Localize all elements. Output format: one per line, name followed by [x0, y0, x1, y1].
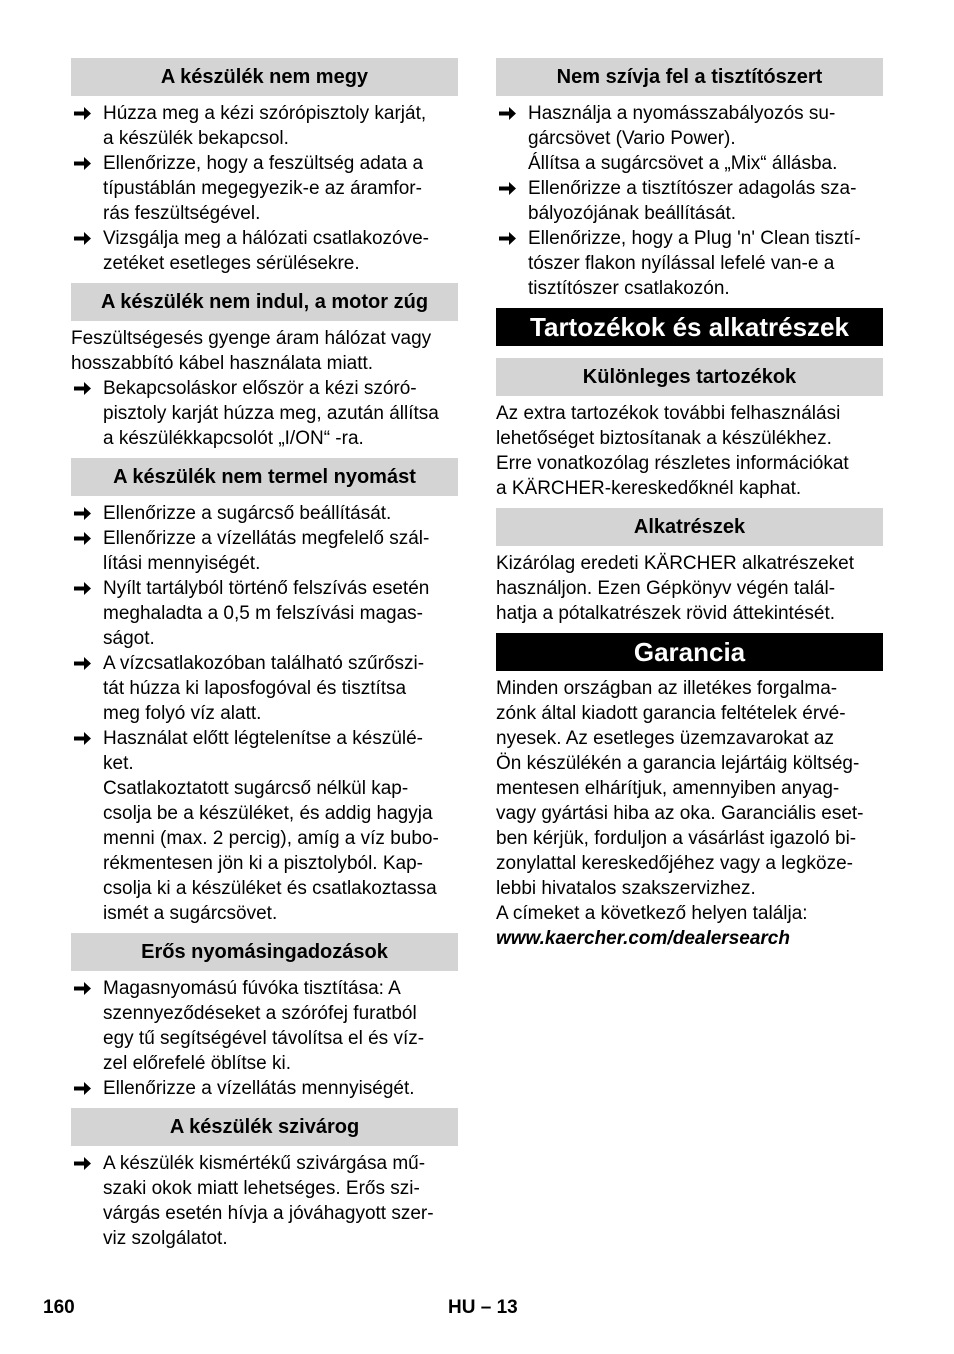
right-arrow-icon: [498, 176, 518, 201]
left-column: [71, 58, 458, 1251]
right-arrow-icon: [73, 226, 93, 251]
list-item-text: Vizsgálja meg a hálózati csatlakozóve- zetéket esetleges sérülésekre.: [103, 228, 429, 274]
right-arrow-icon: [73, 976, 93, 1001]
list-item-text: A vízcsatlakozóban található szűrőszi- tát húzza ki laposfogóval és tisztítsa meg folyó víz alatt.: [103, 653, 425, 724]
list-item: [71, 576, 458, 651]
list-item-text: Nyílt tartályból történő felszívás esetén meghaladta a 0,5 m felszívási magas- ságot.: [103, 578, 430, 649]
right-arrow-icon: [73, 526, 93, 551]
list-item-text: Ellenőrizze a vízellátás megfelelő szál- lítási mennyiségét.: [103, 528, 430, 574]
section-heading: Erős nyomásingadozások: [71, 933, 458, 971]
list-item: [496, 101, 883, 176]
right-arrow-icon: [498, 226, 518, 251]
right-column: [496, 58, 883, 951]
bullet-list: [71, 976, 458, 1101]
right-arrow-icon: [73, 501, 93, 526]
section-heading: Nem szívja fel a tisztítószert: [496, 58, 883, 96]
right-arrow-icon: [73, 101, 93, 126]
page-number: 160: [43, 1297, 75, 1318]
bullet-list: [71, 101, 458, 276]
section-heading: Különleges tartozékok: [496, 358, 883, 396]
list-item: [71, 526, 458, 576]
list-item-text: Húzza meg a kézi szórópisztoly karját, a készülék bekapcsol.: [103, 103, 427, 149]
section-heading: A készülék nem termel nyomást: [71, 458, 458, 496]
list-item-text: Magasnyomású fúvóka tisztítása: A szennyeződéseket a szórófej furatból egy tű segítségével távolítsa el és víz- zel előrefelé öblítse ki.: [103, 978, 425, 1074]
list-item-text: Ellenőrizze a tisztítószer adagolás sza- bályozójának beállítását.: [528, 178, 857, 224]
list-item-text: Használat előtt légtelenítse a készülé- ket. Csatlakoztatott sugárcső nélkül kap- csolja be a készüléket, és addig hagyja menni (max. 2 percig), amíg a víz bubo- rékmentesen jön ki a pisztolyból. Kap- csolja ki a készüléket és csatlakoztassa ismét a sugárcsövet.: [103, 728, 439, 924]
list-item: [496, 176, 883, 226]
right-arrow-icon: [73, 726, 93, 751]
list-item: [71, 1076, 458, 1101]
list-item: [496, 226, 883, 301]
chapter-title: Garancia: [496, 633, 883, 671]
section-heading: A készülék nem megy: [71, 58, 458, 96]
list-item: [71, 726, 458, 926]
paragraph: Minden országban az illetékes forgalma- zónk által kiadott garancia feltételek érvé- nyesek. Az esetleges üzemzavarokat az Ön készülékén a garancia lejártáig költség- mentesen elhárítjuk, amennyiben anyag- vagy gyártási hiba az oka. Garanciális eset- ben kérjük, forduljon a vásárlást igazoló bi- zonylattal kereskedőjéhez vagy a legköze- lebbi hivatalos szakszervizhez. A címeket a következő helyen találja:: [496, 678, 864, 924]
list-item: [71, 501, 458, 526]
list-item: [71, 151, 458, 226]
list-item-text: Ellenőrizze, hogy a Plug 'n' Clean tisztí- tószer flakon nyílással lefelé van-e a tisztítószer csatlakozón.: [528, 228, 861, 299]
dealer-link[interactable]: www.kaercher.com/dealersearch: [496, 928, 790, 949]
right-arrow-icon: [73, 376, 93, 401]
section-heading: A készülék nem indul, a motor zúg: [71, 283, 458, 321]
right-arrow-icon: [73, 1151, 93, 1176]
section-heading: A készülék szivárog: [71, 1108, 458, 1146]
right-arrow-icon: [73, 651, 93, 676]
list-item: [71, 376, 458, 451]
list-item-text: Bekapcsoláskor először a kézi szóró- pisztoly karját húzza meg, azután állítsa a készülékkapcsolót „I/ON“ -ra.: [103, 378, 439, 449]
right-arrow-icon: [498, 101, 518, 126]
bullet-list: [496, 101, 883, 301]
list-item-text: Használja a nyomásszabályozós su- gárcsövet (Vario Power). Állítsa a sugárcsövet a „Mix“ állásba.: [528, 103, 838, 174]
bullet-list: [71, 1151, 458, 1251]
list-item: [71, 226, 458, 276]
list-item-text: Ellenőrizze, hogy a feszültség adata a típustáblán megegyezik-e az áramfor- rás feszültségével.: [103, 153, 424, 224]
right-arrow-icon: [73, 151, 93, 176]
list-item: [71, 976, 458, 1076]
list-item: [71, 1151, 458, 1251]
list-item-text: A készülék kismértékű szivárgása mű- szaki okok miatt lehetséges. Erős szi- várgás esetén hívja a jóváhagyott szer- viz szolgálatot.: [103, 1153, 434, 1249]
chapter-title: Tartozékok és alkatrészek: [496, 308, 883, 346]
list-item: [71, 651, 458, 726]
section-heading: Alkatrészek: [496, 508, 883, 546]
list-item-text: Ellenőrizze a vízellátás mennyiségét.: [103, 1078, 415, 1099]
paragraph: Feszültségesés gyenge áram hálózat vagy hosszabbító kábel használata miatt.: [71, 328, 432, 374]
bullet-list: [71, 501, 458, 926]
bullet-list: [71, 376, 458, 451]
paragraph: Kizárólag eredeti KÄRCHER alkatrészeket használjon. Ezen Gépkönyv végén talál- hatja a pótalkatrészek rövid áttekintését.: [496, 553, 854, 624]
paragraph: Az extra tartozékok további felhasználási lehetőséget biztosítanak a készülékhez. Erre vonatkozólag részletes információkat a KÄRCHER-kereskedőknél kaphat.: [496, 403, 849, 499]
right-arrow-icon: [73, 576, 93, 601]
list-item-text: Ellenőrizze a sugárcső beállítását.: [103, 503, 392, 524]
right-arrow-icon: [73, 1076, 93, 1101]
section-code: HU – 13: [448, 1297, 518, 1318]
list-item: [71, 101, 458, 151]
